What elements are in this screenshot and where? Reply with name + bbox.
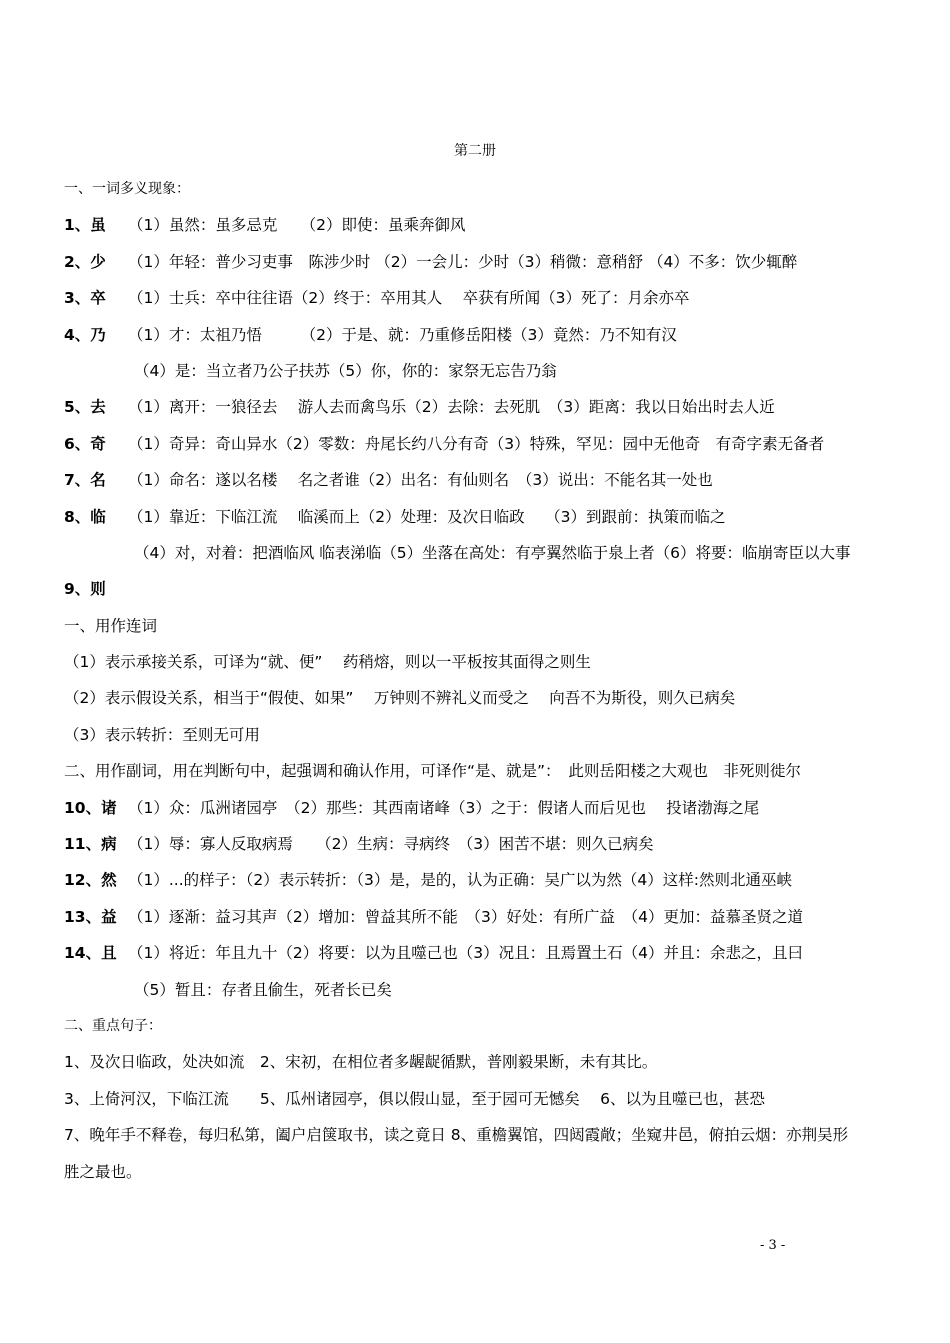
entry-definition: （1）命名：遂以名楼 名之者谁（2）出名：有仙则名 （3）说出：不能名其一处也 [128, 471, 713, 490]
polysemy-entry [64, 722, 914, 758]
entry-headword: 4、乃 [64, 325, 106, 344]
entry-definition: （1）...的样子：（2）表示转折：（3）是，是的，认为正确：吴广以为然（4）这样:然则北通巫峡 [128, 871, 792, 890]
entry-definition: （1）年轻：普少习吏事 陈涉少时 （2）一会儿：少时（3）稍微：意稍舒 （4）不多：饮少辄醉 [128, 252, 798, 271]
polysemy-entry [64, 977, 914, 1013]
polysemy-list [64, 212, 914, 1013]
entry-definition: （2）表示假设关系，相当于“假使、如果” 万钟则不辨礼义而受之 向吾不为斯役，则久已病矣 [64, 689, 736, 708]
entry-definition: （1）离开：一狼径去 游人去而禽鸟乐（2）去除：去死肌 （3）距离：我以日始出时去人近 [128, 398, 775, 417]
entry-definition: （1）辱：寡人反取病焉 （2）生病：寻病终 （3）困苦不堪：则久已病矣 [128, 835, 654, 854]
entry-definition: （1）靠近：下临江流 临溪而上（2）处理：及次日临政 （3）到跟前：执策而临之 [128, 507, 726, 526]
entry-definition: （3）表示转折：至则无可用 [64, 725, 260, 744]
polysemy-entry [64, 358, 914, 394]
entry-definition: （1）士兵：卒中往往语（2）终于：卒用其人 卒获有所闻（3）死了：月余亦卒 [128, 289, 690, 308]
polysemy-entry [64, 540, 914, 576]
polysemy-entry [64, 322, 914, 358]
section-heading: 二、重点句子： [64, 1017, 162, 1034]
document-body [64, 176, 914, 1195]
entry-definition: 一、用作连词 [64, 616, 158, 635]
polysemy-entry [64, 795, 914, 831]
polysemy-entry [64, 212, 914, 248]
entry-headword: 13、益 [64, 907, 117, 926]
polysemy-entry [64, 504, 914, 540]
entry-headword: 7、名 [64, 471, 106, 490]
entry-definition: （1）逐渐：益习其声（2）增加：曾益其所不能 （3）好处：有所广益 （4）更加：益慕圣贤之道 [128, 907, 803, 926]
polysemy-entry [64, 576, 914, 612]
entry-headword: 14、且 [64, 944, 117, 963]
entry-headword: 1、虽 [64, 216, 106, 235]
entry-definition: （4）是：当立者乃公子扶苏（5）你，你的：家祭无忘告乃翁 [134, 361, 557, 380]
polysemy-entry [64, 758, 914, 794]
polysemy-entry [64, 867, 914, 903]
key-sentences-list [64, 1049, 914, 1195]
page-number: - 3 - [760, 1238, 786, 1253]
polysemy-entry [64, 467, 914, 503]
entry-definition: （1）才：太祖乃悟 （2）于是、就：乃重修岳阳楼（3）竟然：乃不知有汉 [128, 325, 677, 344]
page-title: 第二册 [454, 143, 496, 159]
entry-headword: 8、临 [64, 507, 106, 526]
entry-definition: （1）将近：年且九十（2）将要：以为且噬己也（3）况且：且焉置土石（4）并且：余悲之，且曰 [128, 944, 803, 963]
polysemy-entry [64, 285, 914, 321]
entry-headword: 9、则 [64, 580, 106, 599]
entry-definition: （1）表示承接关系，可译为“就、便” 药稍熔，则以一平板按其面得之则生 [64, 653, 591, 672]
entry-headword: 2、少 [64, 252, 106, 271]
polysemy-entry [64, 431, 914, 467]
polysemy-entry [64, 940, 914, 976]
polysemy-entry [64, 831, 914, 867]
polysemy-entry [64, 649, 914, 685]
sentence-line: 胜之最也。 [64, 1162, 142, 1181]
entry-definition: （5）暂且：存者且偷生，死者长已矣 [134, 980, 392, 999]
sentence-line: 3、上倚河汉，下临江流 5、瓜州诸园亭，俱以假山显，至于园可无憾矣 6、以为且噬已也，甚恐 [64, 1089, 766, 1108]
entry-headword: 3、卒 [64, 289, 106, 308]
polysemy-entry [64, 685, 914, 721]
section-heading: 一、一词多义现象： [64, 181, 190, 197]
polysemy-entry [64, 249, 914, 285]
entry-headword: 12、然 [64, 871, 117, 890]
entry-definition: （4）对，对着：把酒临风 临表涕临（5）坐落在高处：有亭翼然临于泉上者（6）将要：临崩寄臣以大事 [134, 543, 851, 562]
entry-headword: 11、病 [64, 835, 117, 854]
entry-definition: （1）众：瓜洲诸园亭 （2）那些：其西南诸峰（3）之于：假诸人而后见也 投诸渤海之尾 [128, 798, 760, 817]
entry-headword: 5、去 [64, 398, 106, 417]
entry-definition: （1）奇异：奇山异水（2）零数：舟尾长约八分有奇（3）特殊，罕见：园中无他奇 有奇字素无备者 [128, 434, 825, 453]
entry-definition: 二、用作副词，用在判断句中，起强调和确认作用，可译作“是、就是”： 此则岳阳楼之大观也 非死则徙尔 [64, 762, 801, 781]
entry-headword: 6、奇 [64, 434, 106, 453]
sentence-line: 7、晚年手不释卷，每归私第，阖户启箧取书，读之竟日 8、重檐翼馆，四闼霞敞；坐窥井邑，俯拍云烟：亦荆吴形 [64, 1126, 849, 1145]
entry-definition: （1）虽然：虽多忌克 （2）即使：虽乘奔御风 [128, 216, 466, 235]
polysemy-entry [64, 904, 914, 940]
polysemy-entry [64, 613, 914, 649]
sentence-line: 1、及次日临政，处决如流 2、宋初，在相位者多龌龊循默，普刚毅果断，未有其比。 [64, 1053, 658, 1072]
polysemy-entry [64, 394, 914, 430]
entry-headword: 10、诸 [64, 798, 117, 817]
